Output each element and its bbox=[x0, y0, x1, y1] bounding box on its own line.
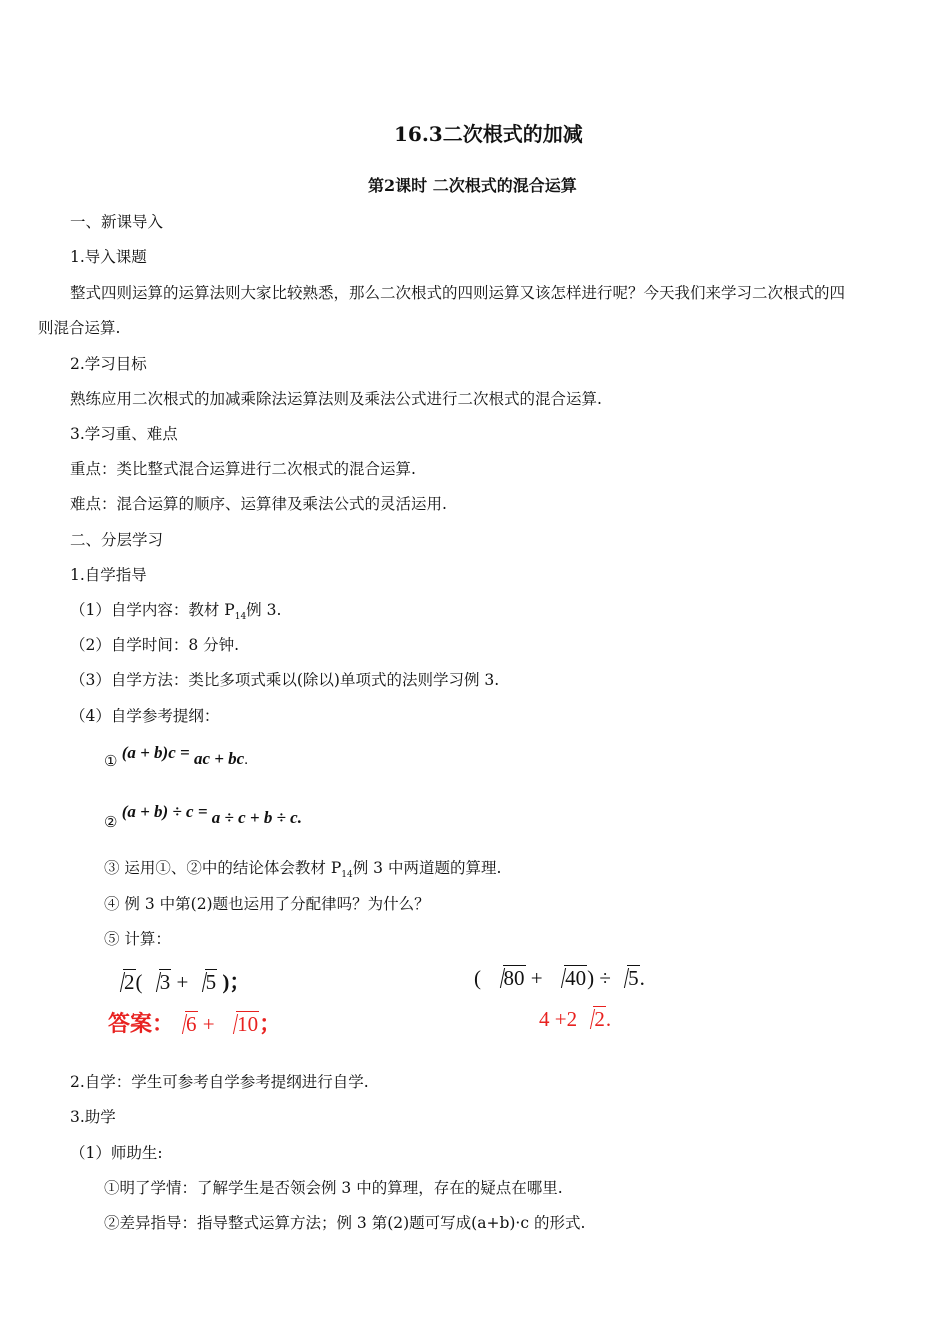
radicand: 80 bbox=[503, 966, 525, 990]
outline-step-3 bbox=[104, 858, 501, 885]
radical-sign bbox=[553, 966, 587, 991]
formula-distributive-div bbox=[104, 802, 302, 831]
paragraph-intro-line1: 整式四则运算的运算法则大家比较熟悉，那么二次根式的四则运算又该怎样进行呢？今天我们来学习二次根式的四 bbox=[70, 284, 846, 302]
radicand: 5 bbox=[205, 970, 217, 994]
radical-sign bbox=[174, 1012, 198, 1037]
formula2-lhs: (a + b) ÷ c = bbox=[121, 802, 208, 821]
formula2-rhs: a ÷ c + b ÷ c. bbox=[211, 808, 302, 827]
outline-step-5: ⑤ 计算： bbox=[104, 930, 171, 948]
guide-item-content-end: 例 3. bbox=[246, 601, 282, 619]
guide-item-method: （3）自学方法：类比多项式乘以(除以)单项式的法则学习例 3. bbox=[70, 671, 500, 689]
paragraph-goals: 熟练应用二次根式的加减乘除法运算法则及乘法公式进行二次根式的混合运算. bbox=[70, 390, 602, 408]
calc1-plus: + bbox=[176, 970, 189, 994]
answer2-coefficient: 4 +2 bbox=[539, 1007, 578, 1031]
subheading-assist: 3.助学 bbox=[70, 1108, 116, 1126]
subheading-goals: 2.学习目标 bbox=[70, 355, 147, 373]
assist-item-b: ②差异指导：指导整式运算方法；例 3 第(2)题可写成(a+b)·c 的形式. bbox=[104, 1214, 586, 1232]
subheading-key-points: 3.学习重、难点 bbox=[70, 425, 178, 443]
section-heading-intro: 一、新课导入 bbox=[70, 213, 164, 231]
radicand: 6 bbox=[186, 1012, 197, 1036]
formula1-marker: ① bbox=[104, 754, 118, 770]
radicand: 3 bbox=[159, 970, 171, 994]
paragraph-difficulty: 难点：混合运算的顺序、运算律及乘法公式的灵活运用. bbox=[70, 495, 447, 513]
radicand: 40 bbox=[565, 966, 587, 990]
calc-problem-2 bbox=[474, 966, 645, 991]
calc-problem-1 bbox=[112, 966, 250, 996]
answer-label: 答案： bbox=[108, 1012, 175, 1037]
calc2-plus: + bbox=[530, 966, 543, 990]
calc2-divide: ) ÷ bbox=[587, 966, 611, 990]
formula2-marker: ② bbox=[104, 815, 118, 831]
guide-item-outline: （4）自学参考提纲： bbox=[70, 707, 220, 725]
calc1-paren-open: ( bbox=[135, 970, 143, 994]
calc2-paren-open: ( bbox=[474, 966, 481, 990]
subheading-topic: 1.导入课题 bbox=[70, 248, 147, 266]
subheading-self-guide: 1.自学指导 bbox=[70, 566, 147, 584]
formula1-lhs: (a + b)c = bbox=[121, 743, 190, 762]
page-subscript: 14 bbox=[341, 870, 353, 881]
answer-2 bbox=[539, 1007, 611, 1032]
outline-step-3-text: ③ 运用①、②中的结论体会教材 P bbox=[104, 859, 342, 877]
guide-item-time: （2）自学时间：8 分钟. bbox=[70, 636, 240, 654]
radical-sign bbox=[148, 970, 172, 995]
guide-item-content bbox=[70, 600, 281, 627]
calc2-period: . bbox=[639, 966, 645, 990]
radical-sign bbox=[582, 1007, 606, 1032]
answer2-period: . bbox=[605, 1007, 612, 1031]
formula1-period: . bbox=[244, 752, 248, 768]
radical-sign bbox=[194, 970, 218, 995]
radical-sign bbox=[112, 970, 136, 995]
formula1-rhs: ac + bc bbox=[193, 749, 245, 768]
outline-step-4: ④ 例 3 中第(2)题也运用了分配律吗？为什么？ bbox=[104, 895, 430, 913]
answer1-end: ； bbox=[259, 1012, 282, 1037]
answer-1 bbox=[108, 1007, 281, 1038]
assist-item-a: ①明了学情：了解学生是否领会例 3 中的算理，存在的疑点在哪里. bbox=[104, 1179, 563, 1197]
page-subscript: 14 bbox=[234, 612, 247, 623]
guide-item-content-text: （1）自学内容：教材 P bbox=[70, 601, 235, 619]
assist-teacher-help: （1）师助生: bbox=[70, 1144, 163, 1162]
radicand: 5 bbox=[628, 966, 639, 990]
calc1-end: )； bbox=[222, 970, 251, 994]
paragraph-intro-line2: 则混合运算. bbox=[38, 319, 121, 337]
radicand: 2 bbox=[124, 970, 135, 994]
radicand: 2 bbox=[594, 1007, 605, 1031]
doc-subtitle: 第2课时 二次根式的混合运算 bbox=[368, 176, 577, 195]
radical-sign bbox=[492, 966, 526, 991]
outline-step-3-end: 例 3 中两道题的算理. bbox=[352, 859, 502, 877]
radical-sign bbox=[616, 966, 640, 991]
section-heading-layered: 二、分层学习 bbox=[70, 531, 164, 549]
answer1-plus: + bbox=[202, 1012, 215, 1036]
radicand: 10 bbox=[237, 1012, 259, 1036]
paragraph-self-study: 2.自学：学生可参考自学参考提纲进行自学. bbox=[70, 1073, 369, 1091]
formula-distributive-mult bbox=[104, 743, 248, 770]
paragraph-key-point: 重点：类比整式混合运算进行二次根式的混合运算. bbox=[70, 460, 416, 478]
doc-title: 16.3二次根式的加减 bbox=[394, 122, 583, 146]
radical-sign bbox=[225, 1012, 259, 1037]
